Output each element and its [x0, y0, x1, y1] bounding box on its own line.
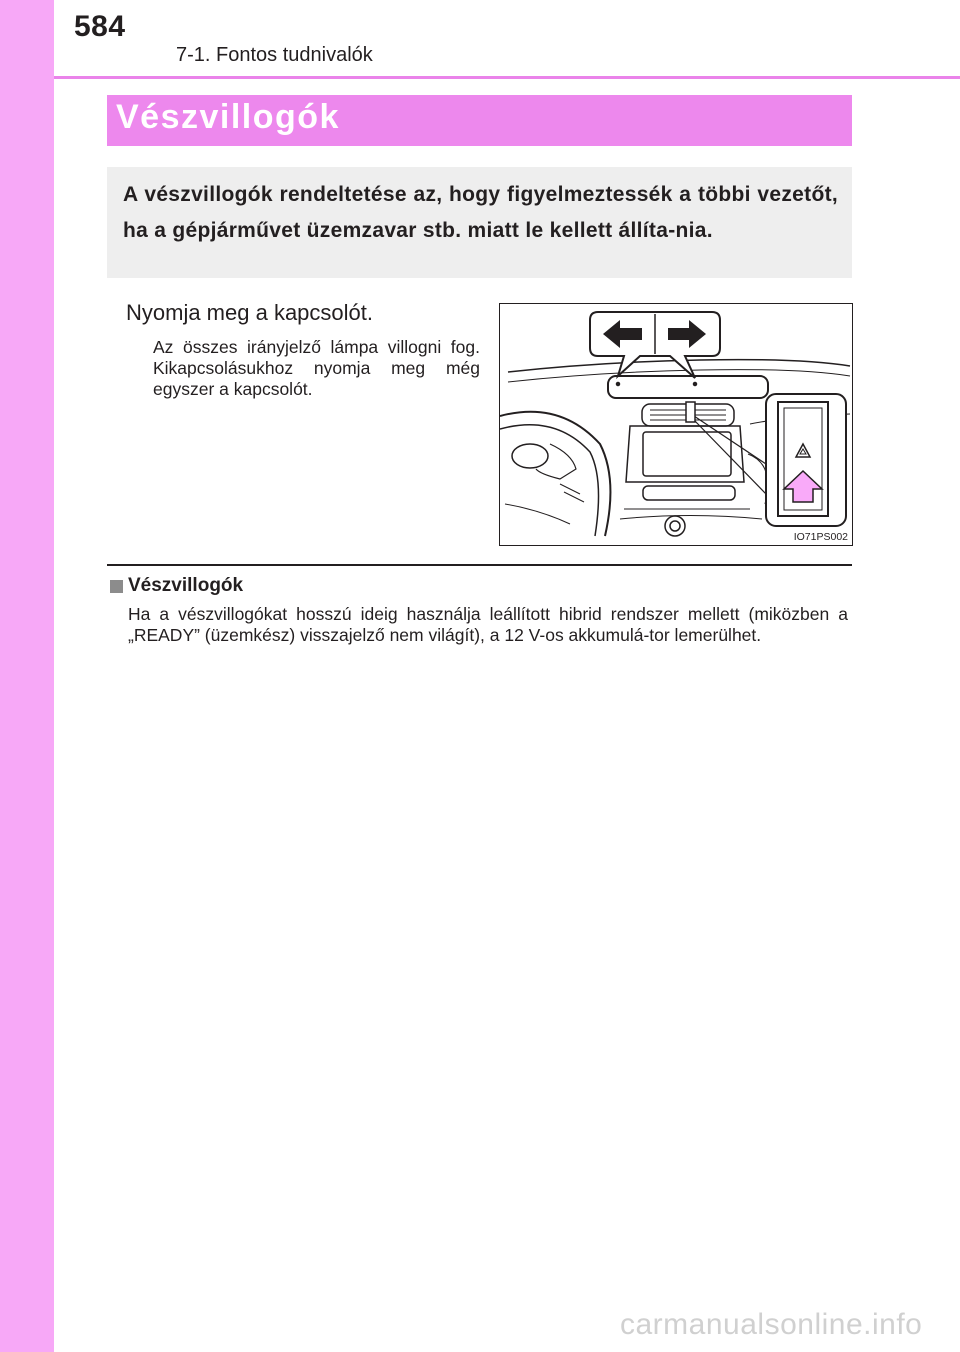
note-bullet-icon	[110, 580, 123, 593]
side-color-bar	[0, 0, 54, 1352]
note-title: Vészvillogók	[128, 575, 244, 596]
note-body: Ha a vészvillogókat hosszú ideig használja leállított hibrid rendszer mellett (miközben a „READY” (üzemkész) visszajelző nem világít), a 12 V-os akkumulá-tor lemerülhet.	[128, 604, 848, 645]
intro-box	[107, 167, 852, 278]
chapter-title: 7-1. Fontos tudnivalók	[176, 44, 373, 66]
step-title: Nyomja meg a kapcsolót.	[126, 300, 373, 325]
page-number: 584	[74, 10, 126, 43]
dashboard-drawing	[500, 304, 852, 545]
figure-code: IO71PS002	[793, 531, 848, 543]
section-title: Vészvillogók	[116, 98, 340, 136]
section-divider	[107, 564, 852, 566]
watermark: carmanualsonline.info	[620, 1308, 923, 1341]
step-body: Az összes irányjelző lámpa villogni fog. Kikapcsolásukhoz nyomja meg még egyszer a kapcsolót.	[153, 337, 480, 399]
header-divider	[54, 76, 960, 79]
dashboard-illustration	[499, 303, 853, 546]
intro-text: A vészvillogók rendeltetése az, hogy figyelmeztessék a többi vezetőt, ha a gépjárművet üzemzavar stb. miatt le kellett állíta-nia.	[123, 183, 838, 242]
